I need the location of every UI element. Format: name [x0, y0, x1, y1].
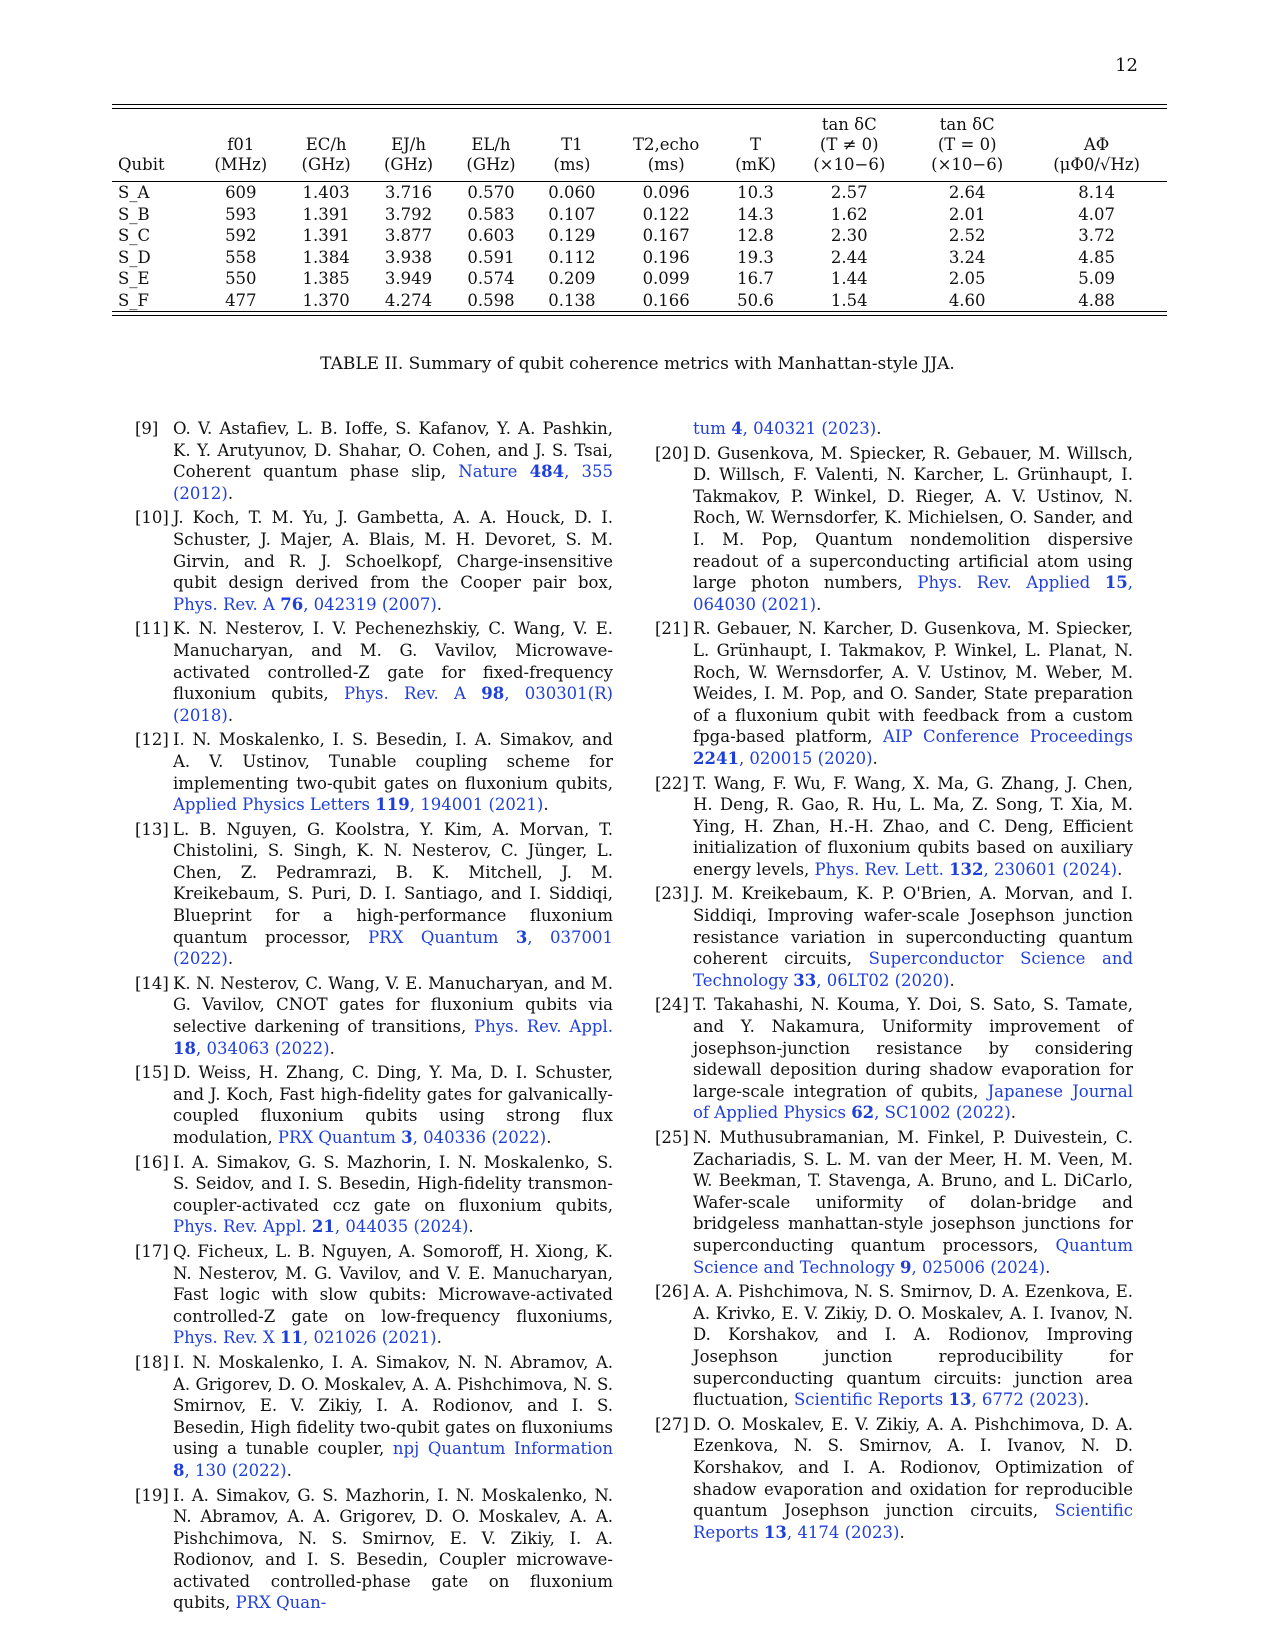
- reference-end: .: [899, 1522, 905, 1542]
- table-cell: 4.60: [948, 290, 986, 310]
- reference-journal-link[interactable]: Phys. Rev. A: [173, 594, 281, 614]
- reference-text: I. A. Simakov, G. S. Mazhorin, I. N. Moskalenko, N. N. Abramov, A. A. Grigorev, D. O. Moskalev, A. A. Pishchimova, N. S. Smirnov, E. V. Zikiy, I. A. Rodionov, and I. S. Besedin, Coupler microwave-activated controlled-phase gate on fluxonium qubits,: [173, 1485, 613, 1613]
- reference-text: O. V. Astafiev, L. B. Ioffe, S. Kafanov, Y. A. Pashkin, K. Y. Arutyunov, D. Shahar, O. Cohen, and J. S. Tsai, Coherent quantum phase slip,: [173, 419, 613, 482]
- table-cell: 0.570: [450, 182, 532, 204]
- table-caption: TABLE II. Summary of qubit coherence metrics with Manhattan-style JJA.: [320, 354, 955, 374]
- table-cell: 4.07: [1078, 204, 1115, 224]
- reference-pages-link[interactable]: , 030301(R) (2018): [173, 684, 613, 725]
- reference-pages-link[interactable]: , 230601 (2024): [983, 859, 1118, 879]
- reference-number: [20]: [655, 443, 689, 463]
- reference-journal-link[interactable]: Phys. Rev. Appl.: [173, 1217, 312, 1237]
- reference-journal-link[interactable]: PRX Quantum: [368, 927, 516, 947]
- table-cell: 0.138: [548, 290, 596, 310]
- column-header: [367, 109, 449, 182]
- table-cell: 5.09: [1078, 269, 1115, 288]
- table-cell: 0.166: [642, 290, 690, 310]
- column-header-line: (GHz): [466, 155, 516, 174]
- column-header-line: [452, 115, 530, 135]
- table-cell: 3.716: [367, 182, 449, 204]
- reference-number: [24]: [655, 995, 689, 1015]
- reference-end: .: [286, 1460, 292, 1480]
- reference-journal-link[interactable]: Superconductor Science and Technology: [693, 949, 1134, 990]
- table-cell: 0.598: [467, 290, 515, 310]
- column-header-line: [723, 115, 789, 135]
- table-header-row: [112, 109, 1167, 182]
- reference-end: .: [227, 949, 234, 969]
- reference-text: T. Takahashi, N. Kouma, Y. Doi, S. Sato, S. Tamate, and Y. Nakamura, Uniformity improvement of josephson-junction resistance by considering sidewall deposition during shadow evaporation for large-scale integration of qubits,: [693, 995, 1133, 1101]
- column-header-line: f01: [227, 135, 255, 154]
- table-cell: 0.603: [467, 226, 515, 245]
- reference-pages-link[interactable]: , 034063 (2022): [195, 1038, 330, 1058]
- reference-volume-link[interactable]: 98: [481, 684, 505, 704]
- reference-journal-link[interactable]: Nature: [458, 462, 530, 482]
- reference-volume-link[interactable]: 9: [900, 1257, 912, 1277]
- reference-pages-link[interactable]: , 194001 (2021): [409, 795, 544, 815]
- table-cell: 558: [225, 247, 257, 267]
- reference-end: .: [436, 1328, 442, 1348]
- column-header: [112, 109, 197, 182]
- references-right-column: [655, 418, 1133, 1546]
- table-cell: 2.05: [948, 269, 986, 288]
- column-header-line: [369, 115, 447, 135]
- column-header: [285, 109, 367, 182]
- column-header-line: [534, 115, 609, 135]
- reference-text: I. A. Simakov, G. S. Mazhorin, I. N. Moskalenko, S. S. Seidov, and I. S. Besedin, High-fidelity transmon-coupler-activated ccz gate on fluxonium qubits,: [173, 1152, 613, 1215]
- column-header-line: [118, 115, 195, 135]
- reference-text: J. Koch, T. M. Yu, J. Gambetta, A. A. Houck, D. I. Schuster, J. Majer, A. Blais, M. H. Devoret, S. M. Girvin, and R. J. Schoelkopf, Charge-insensitive qubit design derived from the Cooper pair box,: [173, 508, 613, 593]
- reference-pages-link[interactable]: , 130 (2022): [184, 1460, 287, 1480]
- reference-end: .: [1117, 859, 1123, 879]
- table-cell: 0.209: [548, 269, 596, 288]
- reference-number: [21]: [655, 619, 689, 639]
- column-header: [532, 109, 611, 182]
- table-cell: 1.62: [830, 204, 868, 224]
- table-cell: 2.64: [908, 182, 1026, 204]
- column-header-line: (T = 0): [937, 135, 997, 154]
- table-cell: 2.01: [948, 204, 986, 224]
- table-cell: 8.14: [1026, 182, 1167, 204]
- reference-entry: [655, 618, 1133, 769]
- reference-journal-link[interactable]: Scientific Reports: [693, 1501, 1133, 1542]
- reference-pages-link[interactable]: , 020015 (2020): [738, 748, 873, 768]
- table-cell: 1.384: [302, 247, 350, 267]
- reference-volume-link[interactable]: 11: [280, 1328, 304, 1348]
- reference-entry: [135, 618, 613, 726]
- reference-entry: [655, 1414, 1133, 1544]
- column-header-line: T: [750, 135, 762, 154]
- column-header-line: (GHz): [383, 155, 434, 174]
- table-cell: 2.52: [948, 226, 986, 245]
- reference-end: .: [227, 483, 234, 503]
- reference-journal-link[interactable]: AIP Conference Proceedings: [882, 727, 1133, 747]
- column-header-line: [118, 135, 195, 155]
- reference-entry: [655, 994, 1133, 1124]
- reference-entry: [135, 1241, 613, 1349]
- reference-journal-link[interactable]: npj Quantum Information: [392, 1439, 614, 1459]
- table-cell: 3.949: [384, 269, 433, 288]
- table-row: [112, 290, 1167, 312]
- reference-journal-link[interactable]: Phys. Rev. Applied: [917, 573, 1105, 593]
- reference-end: .: [872, 748, 878, 768]
- table-cell: 550: [225, 269, 257, 288]
- table-row: [112, 247, 1167, 269]
- coherence-table: [112, 104, 1167, 316]
- reference-journal-link[interactable]: Japanese Journal of Applied Physics: [693, 1081, 1133, 1123]
- reference-entry: [135, 1352, 613, 1482]
- reference-text: L. B. Nguyen, G. Koolstra, Y. Kim, A. Morvan, T. Chistolini, S. Singh, K. N. Nesterov, C. Jünger, L. Chen, Z. Pedramrazi, B. K. Mitchell, J. M. Kreikebaum, S. Puri, D. I. Santiago, and I. Siddiqi, Blueprint for a high-performance fluxonium quantum processor,: [173, 819, 613, 947]
- column-header-line: tan δC: [821, 115, 877, 134]
- reference-pages-link[interactable]: , 044035 (2024): [334, 1217, 469, 1237]
- reference-number: [12]: [135, 730, 169, 750]
- reference-pages-link[interactable]: , 6772 (2023): [971, 1390, 1085, 1410]
- reference-volume-link[interactable]: 8: [173, 1460, 185, 1480]
- column-header-line: (ms): [553, 155, 591, 174]
- references-left-column: [135, 418, 613, 1617]
- table-cell: 593: [225, 204, 257, 224]
- table-cell: 14.3: [737, 204, 774, 224]
- table-cell: 0.122: [642, 204, 690, 224]
- column-header: [1026, 109, 1167, 182]
- table-cell: S_B: [118, 204, 150, 224]
- reference-text: A. A. Pishchimova, N. S. Smirnov, D. A. Ezenkova, E. A. Krivko, E. V. Zikiy, D. O. Moskalev, A. I. Ivanov, N. D. Korshakov, and I. A. Rodionov, Improving Josephson junction reproducibility for superconducting quantum circuits: junction area fluctuation,: [693, 1282, 1133, 1410]
- reference-pages-link[interactable]: , 042319 (2007): [303, 594, 437, 614]
- table-cell: 4.88: [1078, 290, 1115, 310]
- reference-end: .: [816, 594, 822, 614]
- table-cell: 2.44: [830, 247, 868, 267]
- reference-number: [17]: [135, 1241, 169, 1261]
- reference-volume-link[interactable]: 76: [280, 594, 304, 614]
- table-cell: 0.591: [467, 247, 515, 267]
- reference-text: K. N. Nesterov, I. V. Pechenezhskiy, C. Wang, V. E. Manucharyan, and M. G. Vavilov, Microwave-activated controlled-Z gate for fixed-frequency fluxonium qubits,: [173, 619, 613, 704]
- reference-journal-link[interactable]: Phys. Rev. Appl.: [474, 1017, 613, 1037]
- reference-entry: [655, 1127, 1133, 1278]
- table-cell: 1.44: [830, 269, 868, 288]
- table-cell: 0.574: [467, 269, 515, 288]
- column-header: [197, 109, 285, 182]
- table-cell: 1.370: [302, 290, 350, 310]
- column-header-line: [614, 115, 719, 135]
- table-cell: 19.3: [737, 247, 774, 267]
- table-cell: 2.57: [790, 182, 908, 204]
- reference-number: [18]: [135, 1352, 169, 1372]
- table-cell: 50.6: [737, 290, 774, 310]
- table-cell: 477: [225, 290, 257, 310]
- table-cell: 592: [225, 226, 257, 245]
- reference-end: .: [227, 705, 234, 725]
- column-header-line: (×10−6): [931, 155, 1004, 174]
- reference-volume-link[interactable]: 119: [375, 795, 410, 815]
- table-cell: 0.112: [548, 247, 596, 267]
- table-cell: 3.792: [384, 204, 433, 224]
- reference-volume-link[interactable]: 62: [851, 1103, 875, 1123]
- column-header-line: (×10−6): [813, 155, 886, 174]
- reference-text: I. N. Moskalenko, I. S. Besedin, I. A. Simakov, and A. V. Ustinov, Tunable coupling scheme for implementing two-qubit gates on fluxonium qubits,: [173, 730, 613, 793]
- reference-journal-link[interactable]: PRX Quantum: [277, 1128, 402, 1147]
- table-cell: 0.060: [532, 182, 611, 204]
- reference-end: .: [436, 594, 443, 614]
- column-header-line: Qubit: [118, 155, 165, 174]
- column-header-line: tan δC: [939, 115, 995, 134]
- table-cell: 12.8: [737, 226, 774, 245]
- reference-volume-link[interactable]: 3: [515, 927, 528, 947]
- table-row: [112, 225, 1167, 247]
- reference-entry: [655, 418, 1133, 440]
- reference-volume-link[interactable]: 3: [401, 1128, 413, 1147]
- reference-journal-link[interactable]: PRX Quan-: [235, 1593, 327, 1613]
- reference-number: [27]: [655, 1414, 689, 1434]
- reference-entry: [135, 973, 613, 1059]
- reference-text: I. N. Moskalenko, I. A. Simakov, N. N. Abramov, A. A. Grigorev, D. O. Moskalev, A. A. Pishchimova, N. S. Smirnov, E. V. Zikiy, I. A. Rodionov, and I. S. Besedin, High fidelity two-qubit gates on fluxoniums using a tunable coupler,: [173, 1352, 613, 1459]
- reference-entry: [655, 443, 1133, 616]
- table-cell: 4.85: [1078, 247, 1115, 267]
- table-cell: 4.274: [384, 290, 433, 310]
- column-header: [908, 109, 1026, 182]
- table-cell: 0.583: [467, 204, 515, 224]
- reference-text: N. Muthusubramanian, M. Finkel, P. Duivestein, C. Zachariadis, S. L. M. van der Meer, H. M. Veen, M. W. Beekman, T. Stavenga, A. Bruno, and L. DiCarlo, Wafer-scale uniformity of dolan-bridge and bridgeless manhattan-style josephson junctions for superconducting quantum processors,: [693, 1128, 1133, 1255]
- reference-text: Q. Ficheux, L. B. Nguyen, A. Somoroff, H. Xiong, K. N. Nesterov, M. G. Vavilov, and V. E. Manucharyan, Fast logic with slow qubits: Microwave-activated controlled-Z gate on low-frequency fluxoniums,: [173, 1241, 613, 1326]
- reference-entry: [655, 1281, 1133, 1411]
- column-header-line: (mK): [735, 155, 776, 174]
- column-header-line: (T ≠ 0): [819, 135, 879, 154]
- reference-volume-link[interactable]: 33: [793, 970, 817, 990]
- table-cell: 3.938: [384, 247, 433, 267]
- table-cell: 1.391: [302, 226, 350, 245]
- table-row: [112, 204, 1167, 226]
- reference-journal-link[interactable]: Phys. Rev. X: [173, 1328, 281, 1348]
- reference-text: T. Wang, F. Wu, F. Wang, X. Ma, G. Zhang, J. Chen, H. Deng, R. Gao, R. Hu, L. Ma, Z. Song, T. Xia, M. Ying, H. Zhan, H.-H. Zhao, and C. Deng, Efficient initialization of fluxonium qubits based on auxiliary energy levels,: [693, 773, 1133, 879]
- table-row: [112, 182, 1167, 204]
- reference-pages-link[interactable]: , 025006 (2024): [911, 1257, 1046, 1277]
- page-number: 12: [1115, 55, 1138, 76]
- reference-number: [16]: [135, 1152, 169, 1172]
- reference-volume-link[interactable]: 2241: [693, 748, 739, 768]
- reference-text: K. N. Nesterov, C. Wang, V. E. Manucharyan, and M. G. Vavilov, CNOT gates for fluxonium qubits via selective darkening of transitions,: [173, 973, 613, 1037]
- reference-volume-link[interactable]: 21: [311, 1217, 335, 1237]
- table-cell: 1.54: [830, 290, 868, 310]
- reference-end: .: [329, 1038, 335, 1058]
- reference-pages-link[interactable]: , 355 (2012): [173, 462, 614, 503]
- column-header-line: AΦ: [1083, 135, 1110, 154]
- table-cell: 16.7: [737, 269, 774, 288]
- reference-number: [11]: [135, 619, 169, 639]
- reference-number: [23]: [655, 884, 689, 904]
- reference-number: [22]: [655, 773, 689, 793]
- reference-pages-link[interactable]: , 040336 (2022): [412, 1128, 547, 1147]
- column-header-line: (GHz): [301, 155, 351, 174]
- column-header: [450, 109, 532, 182]
- table-cell: 2.30: [830, 226, 868, 245]
- column-header-line: [287, 115, 365, 135]
- reference-entry: [135, 819, 613, 970]
- reference-entry: [135, 1152, 613, 1238]
- reference-entry: [135, 1485, 613, 1615]
- reference-volume-link[interactable]: 132: [949, 859, 984, 879]
- table-row: [112, 268, 1167, 290]
- reference-end: .: [1084, 1390, 1090, 1410]
- table-cell: 0.096: [612, 182, 721, 204]
- reference-volume-link[interactable]: 15: [1104, 573, 1128, 593]
- column-header-line: (MHz): [214, 155, 268, 174]
- reference-end: .: [1010, 1103, 1016, 1123]
- column-header-line: T1: [561, 135, 583, 154]
- reference-text: D. O. Moskalev, E. V. Zikiy, A. A. Pishchimova, D. A. Ezenkova, N. S. Smirnov, A. I. Ivanov, N. D. Korshakov, and I. A. Rodionov, Optimization of shadow evaporation and oxidation for reproducible quantum Josephson junction circuits,: [693, 1414, 1133, 1521]
- column-header-line: [199, 115, 283, 135]
- reference-volume-link[interactable]: 4: [731, 419, 743, 438]
- reference-end: .: [546, 1128, 552, 1147]
- reference-number: [25]: [655, 1128, 689, 1147]
- reference-end: .: [1045, 1257, 1051, 1277]
- table-cell: 10.3: [721, 182, 791, 204]
- column-header-line: EC/h: [305, 135, 347, 154]
- reference-entry: [135, 1062, 613, 1148]
- reference-journal-link[interactable]: Quantum Science and Technology: [693, 1235, 1133, 1277]
- reference-journal-link[interactable]: Phys. Rev. Lett.: [814, 859, 950, 879]
- table-cell: S_E: [118, 269, 150, 288]
- reference-pages-link[interactable]: , 037001 (2022): [173, 927, 613, 969]
- column-header: [721, 109, 791, 182]
- table-cell: 3.877: [384, 226, 433, 245]
- reference-journal-link[interactable]: Phys. Rev. A: [343, 684, 482, 704]
- table-body: [112, 109, 1167, 311]
- reference-volume-link[interactable]: 18: [173, 1038, 196, 1058]
- reference-entry: [655, 773, 1133, 881]
- reference-journal-link[interactable]: Applied Physics Letters: [173, 795, 376, 815]
- reference-entry: [135, 729, 613, 815]
- reference-number: [13]: [135, 819, 169, 839]
- table-cell: 3.72: [1078, 226, 1115, 245]
- reference-journal-link[interactable]: Scientific Reports: [793, 1390, 949, 1410]
- reference-pages-link[interactable]: , 064030 (2021): [693, 573, 1133, 614]
- column-header-line: (ms): [647, 155, 685, 174]
- table-cell: S_A: [112, 182, 197, 204]
- reference-end: .: [468, 1217, 474, 1237]
- reference-number: [19]: [135, 1485, 169, 1505]
- reference-pages-link[interactable]: , 06LT02 (2020): [816, 970, 950, 990]
- reference-pages-link[interactable]: , SC1002 (2022): [874, 1103, 1011, 1123]
- table-cell: 609: [197, 182, 285, 204]
- reference-pages-link[interactable]: , 040321 (2023): [742, 419, 877, 438]
- reference-volume-link[interactable]: 484: [529, 462, 565, 482]
- table-cell: 1.385: [302, 269, 350, 288]
- column-header-line: T2,echo: [633, 135, 700, 154]
- reference-number: [14]: [135, 973, 169, 993]
- reference-pages-link[interactable]: , 4174 (2023): [786, 1522, 900, 1542]
- column-header-line: EJ/h: [391, 135, 426, 154]
- reference-pages-link[interactable]: , 021026 (2021): [303, 1328, 437, 1348]
- reference-end: .: [949, 970, 955, 990]
- reference-end: .: [543, 795, 549, 815]
- table-cell: 0.107: [548, 204, 596, 224]
- reference-number: [9]: [135, 419, 159, 438]
- reference-text: R. Gebauer, N. Karcher, D. Gusenkova, M. Spiecker, L. Grünhaupt, I. Takmakov, P. Winkel, L. Planat, N. Roch, W. Wernsdorfer, A. V. Ustinov, M. Weber, M. Weides, I. M. Pop, and O. Sander, State preparation of a fluxonium qubit with feedback from a custom fpga-based platform,: [693, 619, 1133, 747]
- table-cell: 0.099: [642, 269, 690, 288]
- column-header-line: (μΦ0/√Hz): [1053, 155, 1140, 174]
- table-cell: 0.129: [548, 226, 596, 245]
- table-cell: S_F: [118, 290, 150, 310]
- reference-end: .: [876, 419, 882, 438]
- table-rows: [112, 182, 1167, 312]
- table-cell: 0.196: [642, 247, 690, 267]
- table-cell: 1.391: [302, 204, 350, 224]
- column-header: [790, 109, 908, 182]
- reference-number: [26]: [655, 1282, 689, 1302]
- reference-entry: [135, 507, 613, 615]
- table-cell: 1.403: [285, 182, 367, 204]
- table-cell: S_C: [118, 226, 151, 245]
- reference-text: D. Gusenkova, M. Spiecker, R. Gebauer, M. Willsch, D. Willsch, F. Valenti, N. Karcher, L. Grünhaupt, I. Takmakov, P. Winkel, D. Rieger, A. V. Ustinov, N. Roch, W. Wernsdorfer, K. Michielsen, O. Sander, and I. M. Pop, Quantum nondemolition dispersive readout of a superconducting artificial atom using large photon numbers,: [693, 443, 1133, 593]
- reference-text: D. Weiss, H. Zhang, C. Ding, Y. Ma, D. I. Schuster, and J. Koch, Fast high-fidelity gates for galvanically-coupled fluxonium qubits using strong flux modulation,: [173, 1063, 613, 1147]
- reference-number: [15]: [135, 1063, 169, 1083]
- table-cell: 0.167: [642, 226, 690, 245]
- column-header-line: [1028, 115, 1165, 135]
- table-bottom-rule: [112, 311, 1167, 316]
- reference-entry: [135, 418, 613, 504]
- reference-number: [10]: [135, 508, 169, 528]
- reference-volume-link[interactable]: 13: [948, 1390, 972, 1410]
- reference-entry: [655, 883, 1133, 991]
- table-cell: S_D: [118, 247, 151, 267]
- column-header-line: EL/h: [471, 135, 511, 154]
- table-cell: 3.24: [948, 247, 986, 267]
- reference-journal-link[interactable]: tum: [693, 419, 732, 438]
- reference-text: J. M. Kreikebaum, K. P. O'Brien, A. Morvan, and I. Siddiqi, Improving wafer-scale Josephson junction resistance variation in superconducting quantum coherent circuits,: [693, 884, 1133, 969]
- column-header: [612, 109, 721, 182]
- reference-volume-link[interactable]: 13: [763, 1522, 787, 1542]
